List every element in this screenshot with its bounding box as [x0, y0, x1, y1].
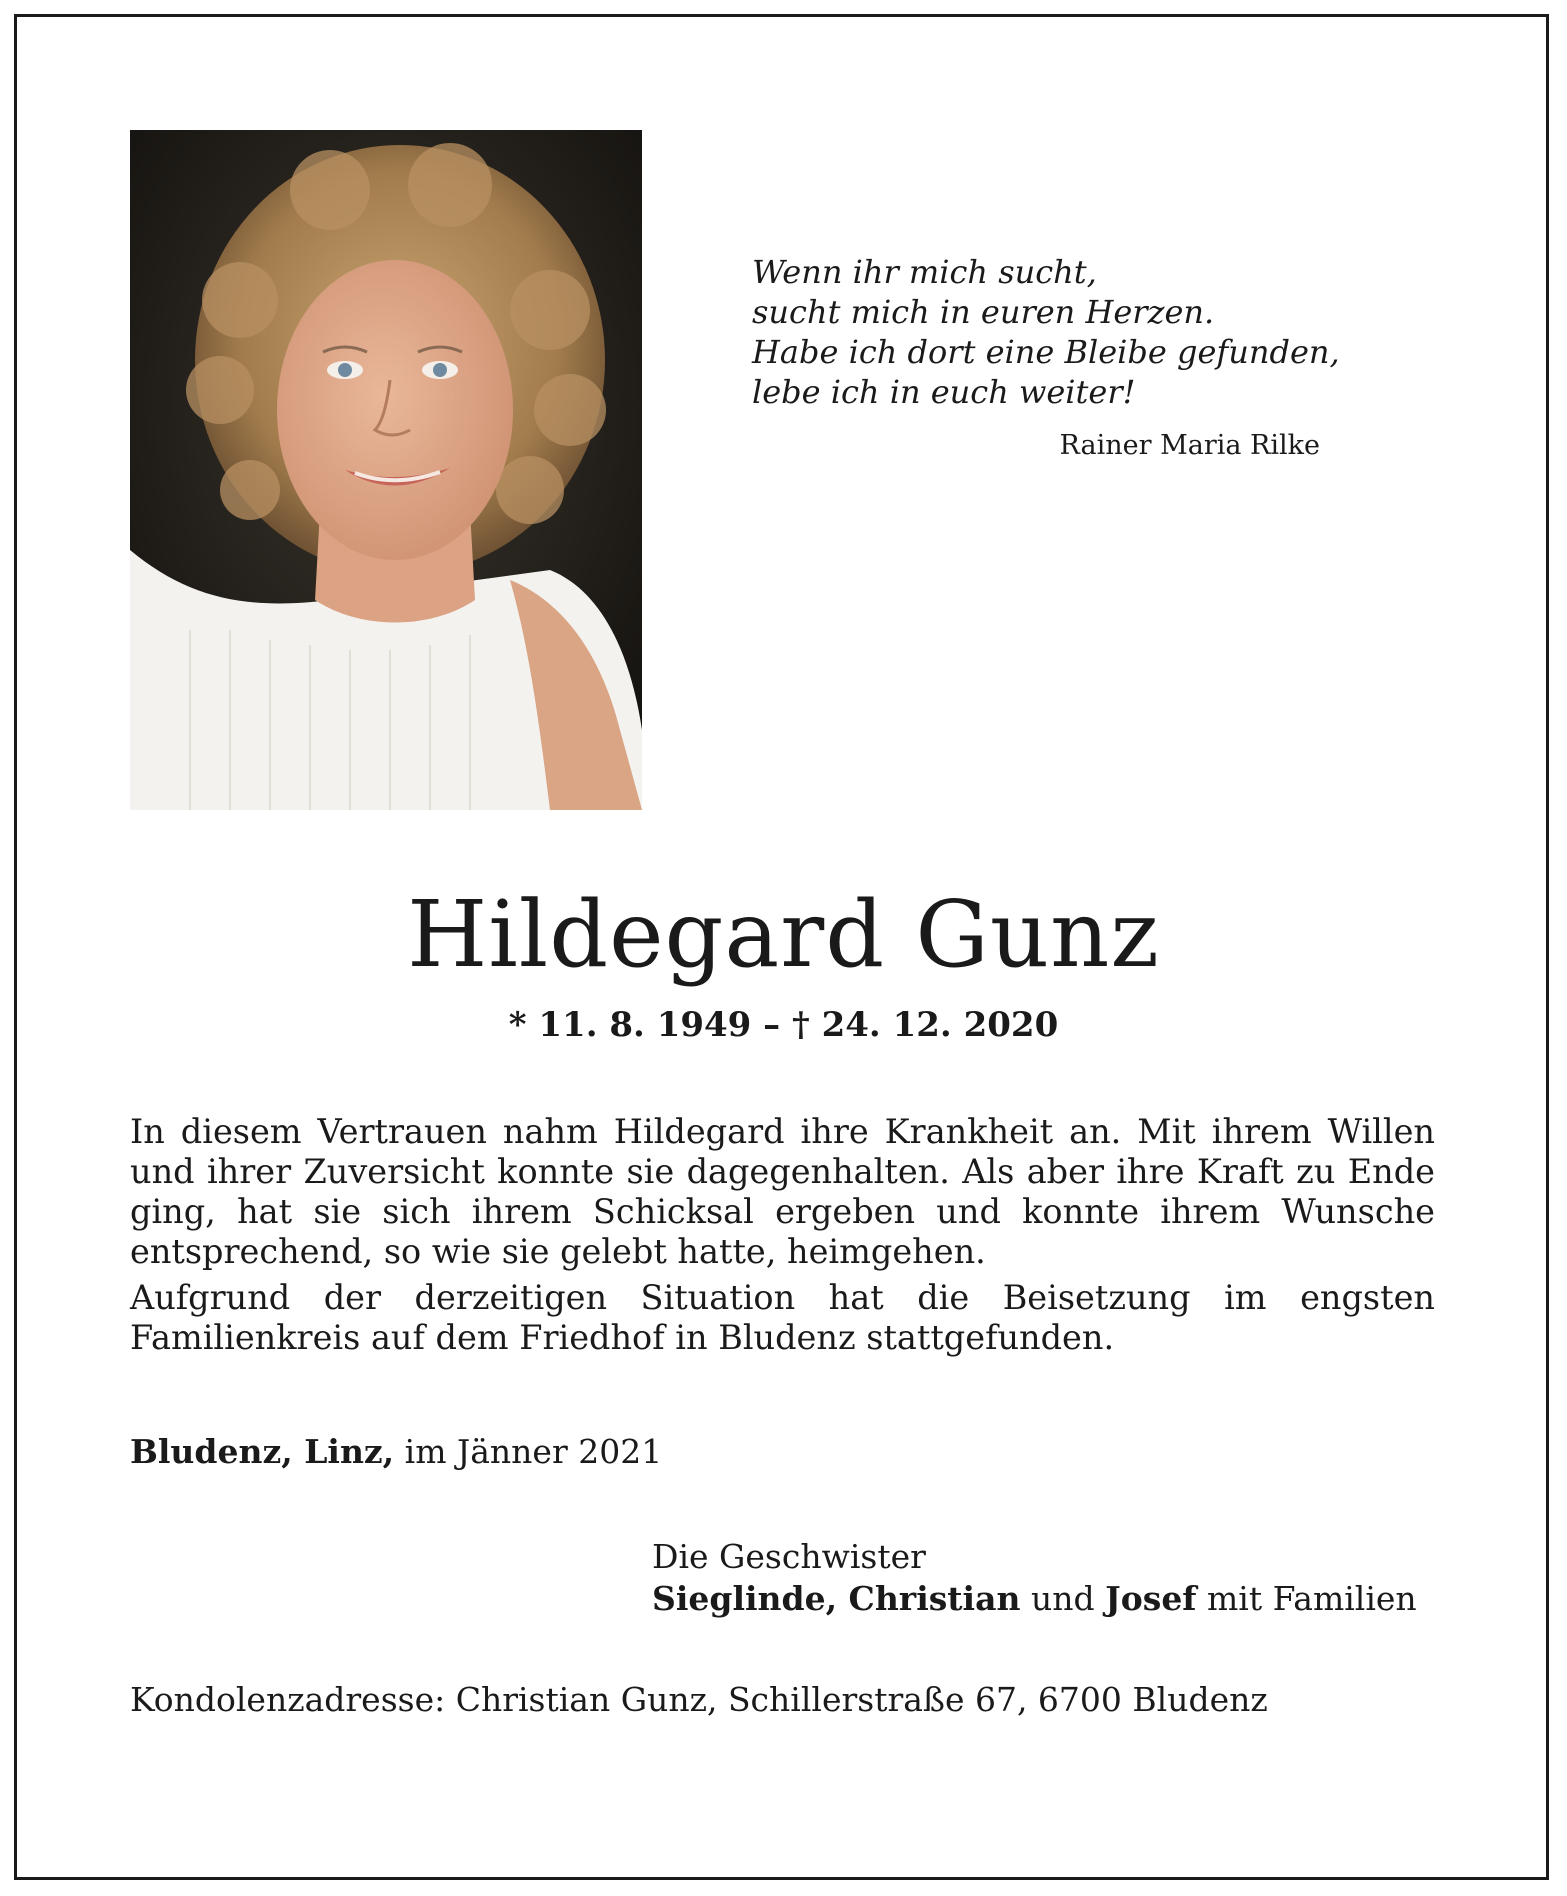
deceased-name: Hildegard Gunz — [407, 881, 1160, 988]
portrait-photo — [130, 130, 642, 810]
connector-text: und — [1030, 1579, 1095, 1618]
life-dates: * 11. 8. 1949 – † 24. 12. 2020 — [508, 1005, 1059, 1045]
date-text: im Jänner 2021 — [404, 1432, 663, 1471]
poem-line: Wenn ihr mich sucht, — [752, 253, 1097, 291]
signature-intro: Die Geschwister — [652, 1537, 926, 1576]
place-names: Bludenz, Linz, — [130, 1432, 395, 1471]
sibling-name: Josef — [1105, 1579, 1197, 1618]
obituary-text — [130, 1112, 1435, 1364]
poem-line: sucht mich in euren Herzen. — [752, 293, 1215, 331]
obituary-paragraph: In diesem Vertrauen nahm Hildegard ihre Krankheit an. Mit ihrem Willen und ihrer Zuversicht konnte sie dagegenhalten. Als aber ihre Kraft zu Ende ging, hat sie sich ihrem Schicksal ergeben und konnte ihrem Wunsche entsprechend, so wie sie gelebt hatte, heimgehen. — [130, 1112, 1435, 1271]
poem-line: Habe ich dort eine Bleibe gefunden, — [752, 333, 1340, 371]
place-date — [130, 1432, 662, 1471]
signature-names — [652, 1578, 1417, 1620]
poem-line: lebe ich in euch weiter! — [752, 373, 1136, 411]
condolence-address: Kondolenzadresse: Christian Gunz, Schillerstraße 67, 6700 Bludenz — [130, 1680, 1268, 1719]
portrait-image — [130, 130, 642, 810]
poem-author: Rainer Maria Rilke — [1059, 430, 1320, 461]
obituary-paragraph: Aufgrund der derzeitigen Situation hat die Beisetzung im engsten Familienkreis auf dem Friedhof in Bludenz stattgefunden. — [130, 1278, 1435, 1357]
sibling-names: Sieglinde, Christian — [652, 1579, 1021, 1618]
signature-block — [652, 1536, 1417, 1620]
family-suffix: mit Familien — [1207, 1579, 1417, 1618]
poem — [752, 252, 1352, 412]
